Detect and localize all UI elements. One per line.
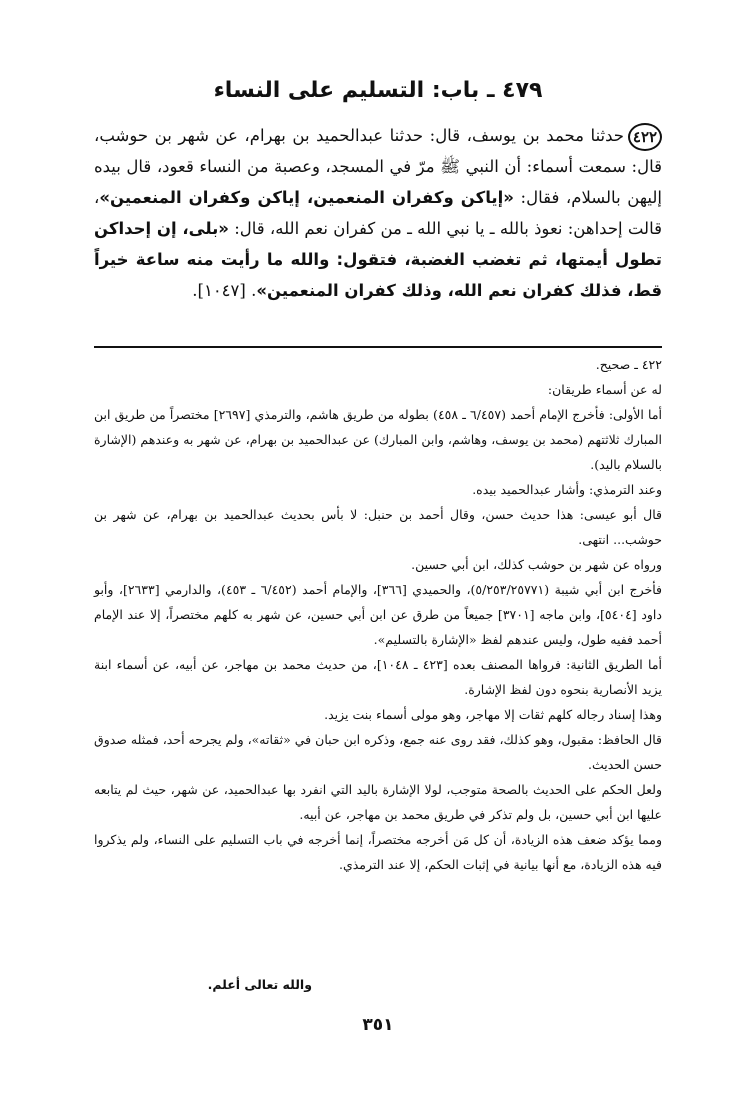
- hadith-text: [94, 120, 662, 306]
- book-page: [94, 0, 662, 1099]
- note-paragraph: وهذا إسناد رجاله كلهم ثقات إلا مهاجر، وهو مولى أسماء بنت يزيد.: [324, 707, 662, 722]
- hadith-reference: . [١٠٤٧].: [192, 281, 257, 300]
- note-paragraph: وعند الترمذي: وأشار عبدالحميد بيده.: [472, 482, 662, 497]
- hadith-number-badge: ٤٢٢: [628, 123, 662, 151]
- note-paragraph: قال الحافظ: مقبول، وهو كذلك، فقد روى عنه جمع، وذكره ابن حبان في «ثقاته»، ولم يجرحه أحد، فمثله صدوق حسن الحديث.: [94, 732, 662, 772]
- hadith-quote-2: «بلى، إن إحداكن تطول أيمتها، ثم تغضب الغضبة، فتقول: والله ما رأيت منه ساعة خيراً قط، فذلك كفران نعم الله، وذلك كفران المنعمين»: [94, 219, 662, 300]
- note-paragraph: ولعل الحكم على الحديث بالصحة متوجب، لولا الإشارة باليد التي انفرد بها عبدالحميد، عن شهر، حيث لم يتابعه عليها ابن أبي حسين، بل ولم تذكر في طريق محمد بن مهاجر، عن أبيه.: [94, 782, 662, 822]
- note-paragraph: قال أبو عيسى: هذا حديث حسن، وقال أحمد بن حنبل: لا بأس بحديث عبدالحميد بن بهرام، عن شهر بن حوشب... انتهى.: [94, 507, 662, 547]
- hadith-quote-1: «إياكن وكفران المنعمين، إياكن وكفران المنعمين»: [99, 188, 514, 207]
- note-paragraph: له عن أسماء طريقان:: [547, 382, 662, 397]
- chapter-title: ٤٧٩ ـ باب: التسليم على النساء: [213, 78, 543, 103]
- footnote-divider: [94, 346, 662, 348]
- closing-phrase: والله تعالى أعلم.: [207, 977, 312, 992]
- note-paragraph: فأخرج ابن أبي شيبة (٥/٢٥٣/٢٥٧٧١)، والحميدي [٣٦٦]، والإمام أحمد (٦/٤٥٢ ـ ٤٥٣)، والدارمي [٢٦٣٣]، وأبو داود [٥٤٠٤]، وابن ماجه [٣٧٠١] جميعاً من طرق عن ابن أبي حسين، عن شهر به كلهم مختصراً، إلا عند الإمام أحمد ففيه طول، وليس عندهم لفظ «الإشارة بالتسليم».: [94, 582, 663, 647]
- hadith-text-part-1: حدثنا محمد بن يوسف، قال: حدثنا عبدالحميد بن بهرام، عن شهر بن حوشب، قال: سمعت أسماء: أن النبي ﷺ مرّ في المسجد، وعصبة من النساء قعود، قال بيده إليهن بالسلام، فقال:: [94, 126, 662, 207]
- hadith-text-part-2: ، قالت إحداهن: نعوذ بالله ـ يا نبي الله ـ من كفران نعم الله، قال:: [94, 188, 662, 238]
- note-paragraph: أما الطريق الثانية: فرواها المصنف بعده [٤٢٣ ـ ١٠٤٨]، من حديث محمد بن مهاجر، عن أبيه، عن أسماء ابنة يزيد الأنصارية بنحوه دون لفظ الإشارة.: [94, 657, 662, 697]
- footnotes: [94, 352, 662, 877]
- page-number: ٣٥١: [362, 1015, 394, 1035]
- note-grade: ٤٢٢ ـ صحيح.: [595, 357, 662, 372]
- note-paragraph: أما الأولى: فأخرج الإمام أحمد (٦/٤٥٧ ـ ٤٥٨) بطوله من طريق هاشم، والترمذي [٢٦٩٧] مختصراً من طريق ابن المبارك ثلاثتهم (محمد بن يوسف، وهاشم، وابن المبارك) عن عبدالحميد بن بهرام، عن شهر به وعندهم (الإشارة بالسلام باليد).: [94, 407, 663, 472]
- note-paragraph: ومما يؤكد ضعف هذه الزيادة، أن كل مَن أخرجه مختصراً، إنما أخرجه في باب التسليم على النساء، ولم يذكروا فيه هذه الزيادة، مع أنها بيانية في إثبات الحكم، إلا عند الترمذي.: [94, 832, 662, 872]
- note-paragraph: ورواه عن شهر بن حوشب كذلك، ابن أبي حسين.: [411, 557, 662, 572]
